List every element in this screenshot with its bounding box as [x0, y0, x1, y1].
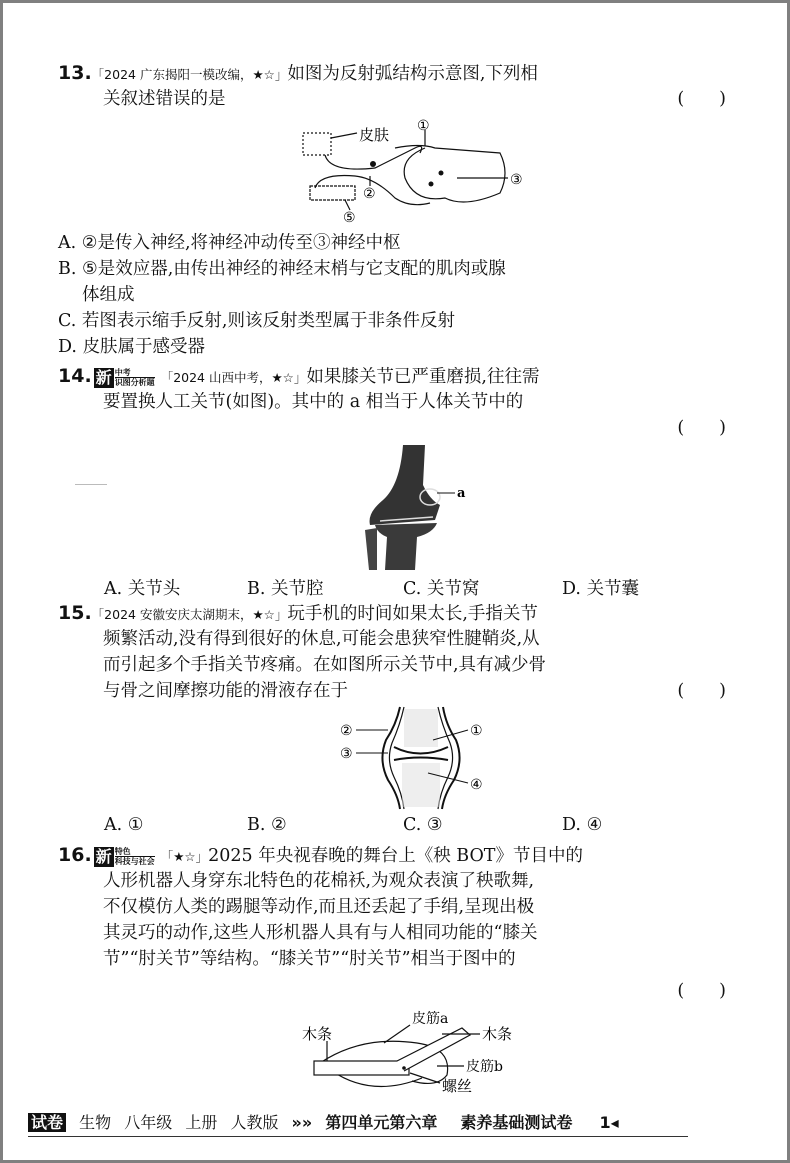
- tibia: [375, 523, 437, 570]
- question-stem: 如果膝关节已严重磨损,往往需: [306, 367, 540, 387]
- option-letter: D.: [562, 815, 581, 835]
- badge-bottom: 科技与社会: [114, 857, 155, 866]
- joint-socket-surface: [394, 758, 448, 761]
- label-1: ①: [417, 118, 430, 134]
- option-c[interactable]: [403, 575, 479, 600]
- capsule-right: [442, 707, 460, 809]
- option-text: ①: [127, 815, 144, 835]
- question-source: 「2024 安徽安庆太湖期末，★☆」: [91, 607, 288, 622]
- wood-strip-model: [292, 1003, 532, 1098]
- question-16: [58, 842, 738, 1004]
- option-letter: A.: [104, 815, 123, 835]
- skin-block: [303, 133, 331, 155]
- label-band-a: 皮筋a: [412, 1011, 449, 1027]
- question-stem: 人形机器人身穿东北特色的花棉袄,为观众表演了秧歌舞,: [103, 871, 535, 891]
- answer-blank[interactable]: ( ): [677, 89, 726, 109]
- label-5: ⑤: [343, 210, 356, 223]
- badge-top: 中考: [114, 368, 131, 377]
- label-2: ②: [340, 723, 353, 739]
- option-text: 关节头: [127, 579, 181, 599]
- option-text: 体组成: [82, 285, 135, 305]
- option-text: ②: [271, 815, 287, 835]
- option-text: 关节窝: [426, 579, 480, 599]
- artificial-knee-joint: [355, 445, 485, 570]
- muscle-block: [310, 186, 355, 200]
- new-badge: [94, 368, 155, 388]
- fibula: [365, 528, 377, 570]
- footer-tag: 试卷: [28, 1113, 66, 1132]
- double-chevron-icon: »»: [291, 1113, 313, 1132]
- label-2: ②: [363, 186, 376, 202]
- question-13-options: [58, 230, 738, 360]
- option-letter: B.: [58, 259, 77, 279]
- label-wood-left: 木条: [302, 1025, 333, 1043]
- option-d[interactable]: [58, 334, 738, 360]
- question-stem: 而引起多个手指关节疼痛。在如图所示关节中,具有减少骨: [103, 655, 547, 675]
- option-text: 若图表示缩手反射,则该反射类型属于非条件反射: [81, 311, 455, 331]
- new-badge: [94, 847, 155, 867]
- stray-mark: [75, 484, 107, 485]
- option-b-continued: [58, 282, 738, 308]
- option-text: ②是传入神经,将神经冲动传至③神经中枢: [81, 233, 401, 253]
- reflex-arc-diagram: [295, 118, 545, 223]
- footer-grade: 八年级: [124, 1113, 173, 1132]
- footer-subject: 生物: [79, 1113, 112, 1132]
- question-stem: 节”“肘关节”等结构。“膝关节”“肘关节”相当于图中的: [103, 949, 516, 969]
- page-number: 1◂: [599, 1113, 619, 1132]
- option-b[interactable]: [247, 815, 287, 835]
- question-source: 「★☆」: [160, 849, 209, 864]
- option-b[interactable]: [58, 256, 738, 282]
- answer-blank[interactable]: ( ): [677, 418, 726, 438]
- question-number: 13.: [58, 62, 92, 84]
- question-source: 「2024 广东揭阳一模改编，★☆」: [91, 67, 288, 82]
- footer-unit: 第四单元第六章: [325, 1113, 438, 1132]
- question-stem: 其灵巧的动作,这些人形机器人具有与人相同功能的“膝关: [103, 923, 538, 943]
- question-14: [58, 363, 738, 441]
- label-4: ④: [470, 777, 483, 793]
- answer-blank[interactable]: ( ): [677, 981, 726, 1001]
- option-text: ④: [586, 815, 603, 835]
- option-text: 关节囊: [586, 579, 640, 599]
- question-stem: 玩手机的时间如果太长,手指关节: [287, 604, 538, 624]
- option-a[interactable]: [104, 815, 143, 835]
- question-stem: 2025 年央视春晚的舞台上《秧 BOT》节目中的: [208, 846, 583, 866]
- capsule-left: [382, 707, 400, 809]
- option-letter: A.: [104, 579, 123, 599]
- badge-main: 新: [95, 846, 112, 866]
- page-footer: [28, 1110, 688, 1137]
- option-text: 关节腔: [271, 579, 324, 599]
- label-1: ①: [470, 723, 483, 739]
- option-b[interactable]: [247, 575, 324, 600]
- question-stem: 与骨之间摩擦功能的滑液存在于: [103, 681, 348, 701]
- question-number: 15.: [58, 602, 92, 624]
- badge-main: 新: [95, 367, 112, 387]
- option-letter: C.: [58, 311, 77, 331]
- badge-top: 特色: [114, 847, 131, 856]
- option-d[interactable]: [562, 575, 639, 600]
- spinal-cord: [395, 146, 505, 203]
- joint-head-surface: [394, 747, 448, 754]
- label-band-b: 皮筋b: [466, 1059, 503, 1075]
- option-letter: C.: [403, 579, 422, 599]
- question-stem: 关叙述错误的是: [103, 89, 226, 109]
- option-a[interactable]: [104, 575, 180, 600]
- label-skin: 皮肤: [359, 126, 390, 144]
- question-stem: 如图为反射弧结构示意图,下列相: [287, 64, 538, 84]
- label-3: ③: [340, 746, 353, 762]
- option-c[interactable]: [403, 815, 443, 835]
- option-text: ③: [426, 815, 443, 835]
- label-3: ③: [510, 172, 523, 188]
- option-letter: B.: [247, 815, 266, 835]
- option-d[interactable]: [562, 815, 602, 835]
- question-stem: 要置换人工关节(如图)。其中的 a 相当于人体关节中的: [103, 392, 524, 412]
- option-letter: C.: [403, 815, 422, 835]
- badge-bottom: 识图分析题: [114, 378, 155, 387]
- question-number: 14.: [58, 365, 92, 387]
- question-15: [58, 600, 738, 704]
- wood-strip-horizontal: [314, 1061, 409, 1075]
- option-text: 皮肤属于感受器: [82, 337, 206, 357]
- label-wood-right: 木条: [482, 1025, 513, 1043]
- option-letter: B.: [247, 579, 266, 599]
- question-stem: 不仅模仿人类的踢腿等动作,而且还丢起了手绢,呈现出极: [103, 897, 535, 917]
- question-stem: 频繁活动,没有得到很好的休息,可能会患狭窄性腱鞘炎,从: [103, 629, 540, 649]
- answer-blank[interactable]: ( ): [677, 681, 726, 701]
- question-number: 16.: [58, 844, 92, 866]
- femur: [370, 445, 440, 525]
- option-text: ⑤是效应器,由传出神经的神经末梢与它支配的肌肉或腺: [82, 259, 506, 279]
- option-letter: A.: [58, 233, 77, 253]
- option-c[interactable]: [58, 308, 738, 334]
- option-letter: D.: [58, 337, 77, 357]
- question-source: 「2024 山西中考，★☆」: [160, 370, 307, 385]
- option-letter: D.: [562, 579, 581, 599]
- label-screw: 螺丝: [442, 1077, 473, 1095]
- footer-volume: 上册: [185, 1113, 218, 1132]
- joint-structure-diagram: [338, 705, 498, 810]
- footer-edition: 人教版: [230, 1113, 279, 1132]
- footer-title: 素养基础测试卷: [460, 1113, 573, 1132]
- option-a[interactable]: [58, 230, 738, 256]
- question-13: [58, 60, 738, 112]
- label-a: a: [457, 486, 466, 501]
